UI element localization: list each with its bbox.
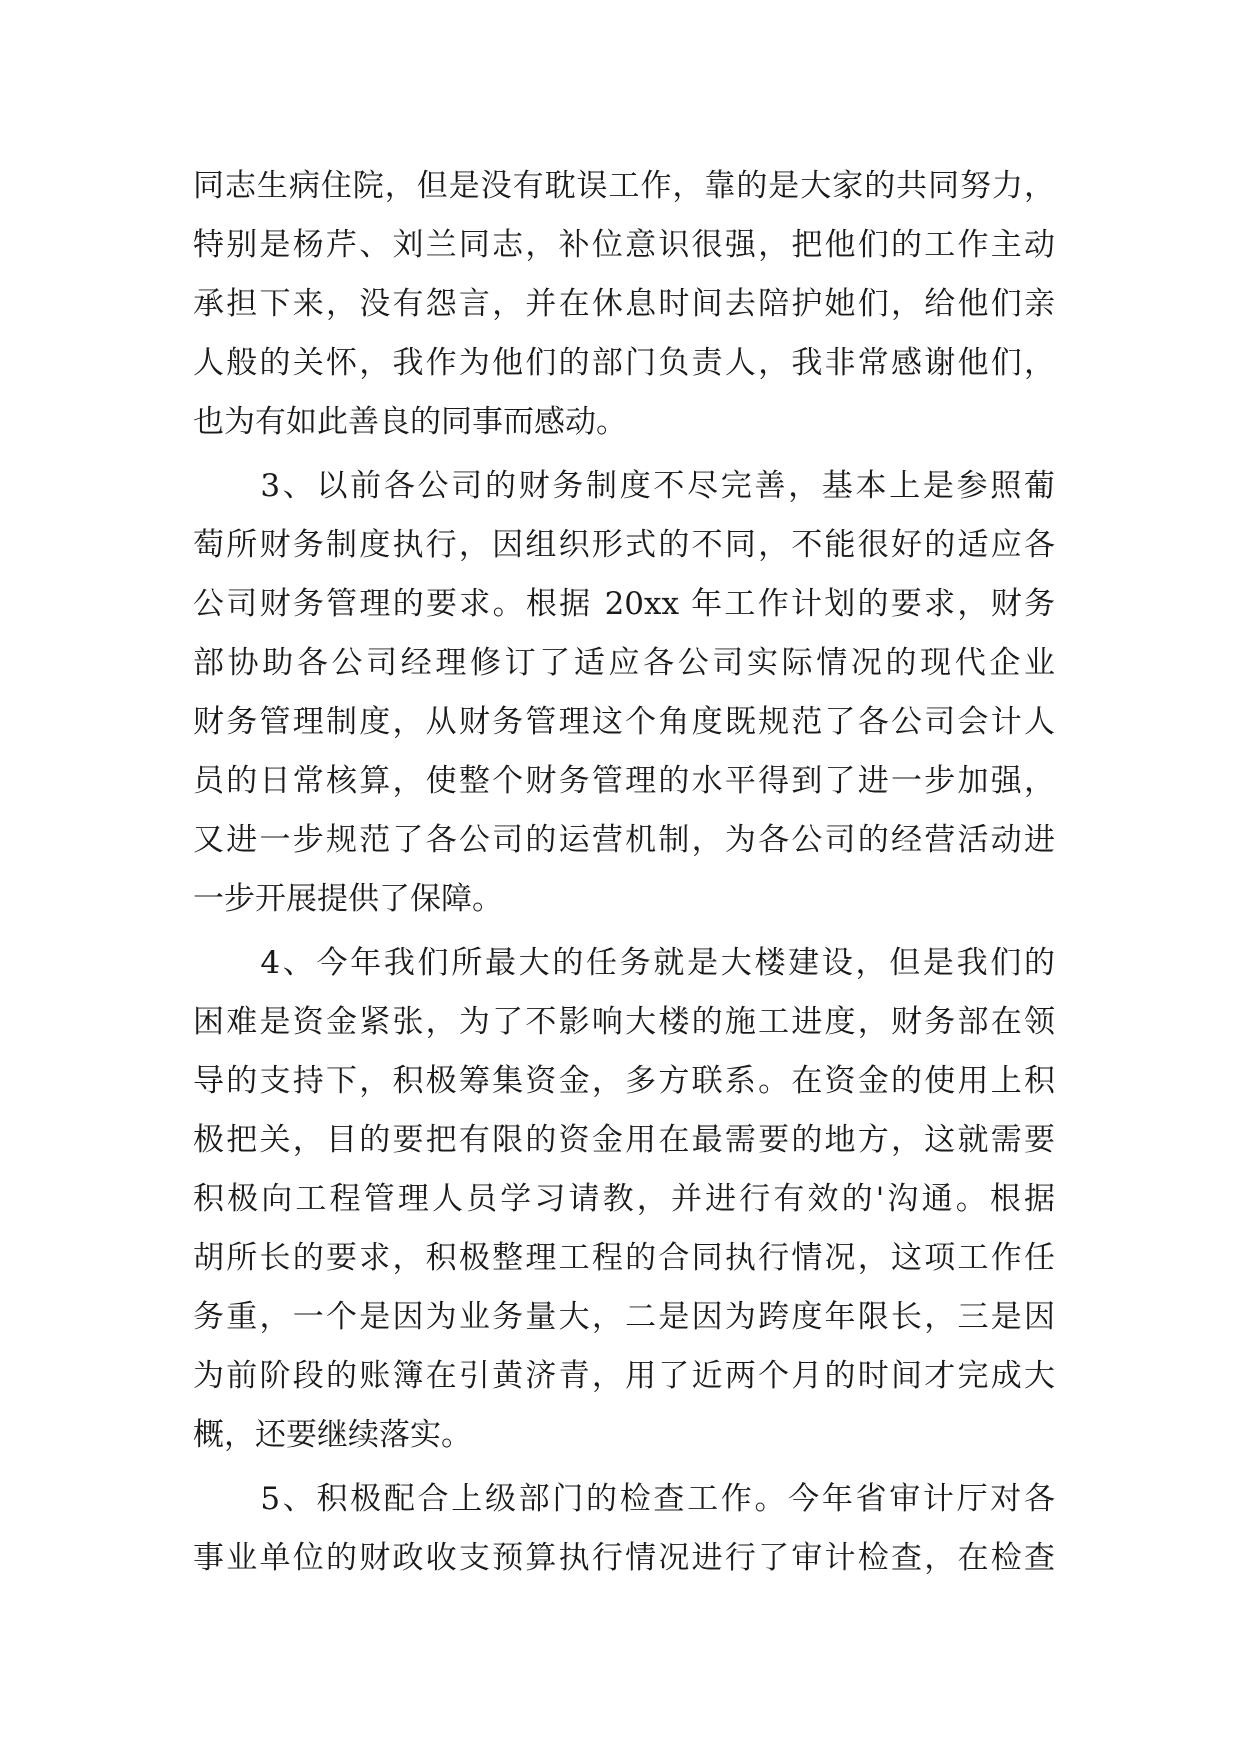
text-line: 承担下来，没有怨言，并在休息时间去陪护她们，给他们亲 [193, 286, 1055, 322]
text-line: 财务管理制度，从财务管理这个角度既规范了各公司会计人 [193, 704, 1055, 740]
text-line: 导的支持下，积极筹集资金，多方联系。在资金的使用上积 [193, 1063, 1055, 1099]
text-line: 概，还要继续落实。 [193, 1417, 472, 1453]
text-line: 为前阶段的账簿在引黄济青，用了近两个月的时间才完成大 [193, 1358, 1055, 1394]
text-line: 又进一步规范了各公司的运营机制，为各公司的经营活动进 [193, 822, 1055, 858]
text-line: 特别是杨芹、刘兰同志，补位意识很强，把他们的工作主动 [193, 227, 1055, 263]
text-line: 事业单位的财政收支预算执行情况进行了审计检查，在检查 [193, 1540, 1055, 1576]
text-line: 困难是资金紧张，为了不影响大楼的施工进度，财务部在领 [193, 1004, 1055, 1040]
text-line: 极把关，目的要把有限的资金用在最需要的地方，这就需要 [193, 1122, 1055, 1158]
text-line: 公司财务管理的要求。根据 20xx 年工作计划的要求，财务 [193, 586, 1055, 622]
text-line: 同志生病住院，但是没有耽误工作，靠的是大家的共同努力， [193, 168, 1055, 204]
text-line: 务重，一个是因为业务量大，二是因为跨度年限长，三是因 [193, 1299, 1055, 1335]
text-line: 一步开展提供了保障。 [193, 881, 503, 917]
text-line: 4、今年我们所最大的任务就是大楼建设，但是我们的 [193, 945, 1055, 981]
text-line: 人般的关怀，我作为他们的部门负责人，我非常感谢他们， [193, 345, 1055, 381]
text-line: 部协助各公司经理修订了适应各公司实际情况的现代企业 [193, 645, 1055, 681]
text-line: 3、以前各公司的财务制度不尽完善，基本上是参照葡 [193, 468, 1055, 504]
text-line: 萄所财务制度执行，因组织形式的不同，不能很好的适应各 [193, 527, 1055, 563]
text-line: 5、积极配合上级部门的检查工作。今年省审计厅对各 [193, 1481, 1055, 1517]
body-text [193, 157, 1055, 1588]
text-line: 员的日常核算，使整个财务管理的水平得到了进一步加强， [193, 763, 1055, 799]
text-line: 积极向工程管理人员学习请教，并进行有效的'沟通。根据 [193, 1181, 1055, 1217]
text-line: 也为有如此善良的同事而感动。 [193, 404, 627, 440]
text-line: 胡所长的要求，积极整理工程的合同执行情况，这项工作任 [193, 1240, 1055, 1276]
